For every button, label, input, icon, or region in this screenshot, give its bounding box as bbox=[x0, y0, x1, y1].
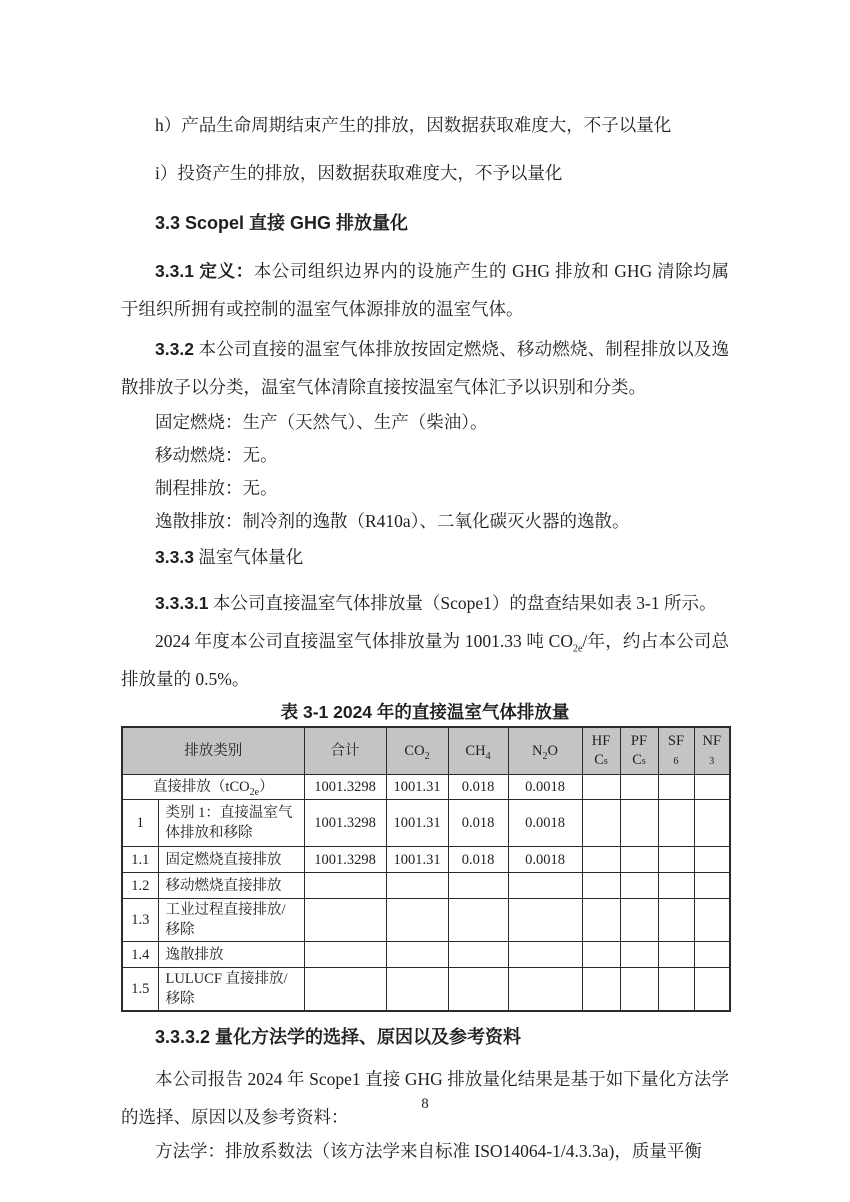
paragraph-2024-part1: 2024 年度本公司直接温室气体排放量为 1001.33 吨 CO bbox=[155, 631, 573, 651]
row-num: 1.2 bbox=[122, 873, 158, 899]
table-cell bbox=[620, 968, 658, 1012]
table-cell bbox=[582, 775, 620, 800]
table-cell bbox=[304, 942, 386, 968]
table-cell: 1001.3298 bbox=[304, 847, 386, 873]
row-label: 工业过程直接排放/移除 bbox=[158, 899, 304, 942]
table-cell bbox=[620, 847, 658, 873]
table-cell bbox=[658, 847, 694, 873]
row-label: LULUCF 直接排放/移除 bbox=[158, 968, 304, 1012]
n2o-label-n: N bbox=[532, 742, 543, 759]
paragraph-3-3-2-text: 本公司直接的温室气体排放按固定燃烧、移动燃烧、制程排放以及逸散排放子以分类，温室气体清除直接按温室气体汇予以识别和分类。 bbox=[121, 339, 729, 397]
paragraph-3-3-1-prefix: 3.3.1 定义： bbox=[155, 261, 254, 281]
paragraph-2024-total bbox=[121, 622, 729, 698]
table-cell bbox=[694, 873, 730, 899]
row-num: 1.5 bbox=[122, 968, 158, 1012]
ch4-subscript: 4 bbox=[485, 750, 491, 762]
pfcs-line2: C bbox=[632, 751, 642, 768]
col-header-pfcs bbox=[620, 727, 658, 775]
paragraph-3-3-3-1-prefix: 3.3.3.1 bbox=[155, 593, 209, 613]
table-cell: 0.0018 bbox=[508, 775, 582, 800]
section-heading-3-3-3 bbox=[121, 538, 729, 576]
table-cell bbox=[582, 942, 620, 968]
paragraph-3-3-3-1-text: 本公司直接温室气体排放量（Scope1）的盘查结果如表 3-1 所示。 bbox=[208, 593, 717, 613]
col-header-ch4 bbox=[448, 727, 508, 775]
n2o-label-o: O bbox=[547, 742, 558, 759]
paragraph-3-3-2 bbox=[121, 330, 729, 406]
line-stationary-combustion: 固定燃烧：生产（天然气）、生产（柴油）。 bbox=[155, 412, 488, 432]
table-header-row bbox=[122, 727, 730, 775]
table-row bbox=[122, 899, 730, 942]
row-label: 固定燃烧直接排放 bbox=[158, 847, 304, 873]
table-cell bbox=[386, 968, 448, 1012]
ch4-label: CH bbox=[465, 742, 486, 759]
table-cell bbox=[448, 899, 508, 942]
table-cell bbox=[620, 873, 658, 899]
table-row bbox=[122, 968, 730, 1012]
table-cell: 1001.31 bbox=[386, 800, 448, 847]
list-item-i: i）投资产生的排放，因数据获取难度大，不予以量化 bbox=[155, 163, 563, 183]
table-cell bbox=[304, 899, 386, 942]
table-row bbox=[122, 873, 730, 899]
table-row bbox=[122, 847, 730, 873]
paragraph-methodology-intro: 本公司报告 2024 年 Scope1 直接 GHG 排放量化结果是基于如下量化方法学的选择、原因以及参考资料： bbox=[121, 1069, 729, 1127]
col-header-sf6 bbox=[658, 727, 694, 775]
table-cell bbox=[582, 968, 620, 1012]
table-cell bbox=[304, 873, 386, 899]
table-cell bbox=[620, 775, 658, 800]
pfcs-subscript: s bbox=[641, 755, 646, 767]
table-cell: 1001.3298 bbox=[304, 800, 386, 847]
table-row-direct-total bbox=[122, 775, 730, 800]
table-cell: 0.018 bbox=[448, 800, 508, 847]
row-label: 类别 1：直接温室气体排放和移除 bbox=[158, 800, 304, 847]
section-heading-3-3-3-2: 3.3.3.2 量化方法学的选择、原因以及参考资料 bbox=[155, 1027, 522, 1047]
row-num: 1.3 bbox=[122, 899, 158, 942]
col-header-category: 排放类别 bbox=[122, 727, 304, 775]
table-cell bbox=[694, 899, 730, 942]
col-header-hfcs bbox=[582, 727, 620, 775]
pfcs-line1: PF bbox=[630, 732, 648, 749]
row-label: 逸散排放 bbox=[158, 942, 304, 968]
table-cell bbox=[448, 968, 508, 1012]
page-number: 8 bbox=[421, 1096, 429, 1112]
sf6-subscript: 6 bbox=[673, 755, 679, 767]
nf3-subscript: 3 bbox=[709, 755, 715, 767]
list-item-h: h）产品生命周期结束产生的排放，因数据获取难度大，不子以量化 bbox=[155, 115, 672, 135]
table-cell bbox=[304, 968, 386, 1012]
table-cell bbox=[694, 847, 730, 873]
direct-total-label-close: ） bbox=[259, 779, 274, 795]
table-row bbox=[122, 800, 730, 847]
table-cell: 1001.31 bbox=[386, 775, 448, 800]
hfcs-line2: C bbox=[594, 751, 604, 768]
hfcs-line1: HF bbox=[591, 732, 611, 749]
table-cell bbox=[582, 873, 620, 899]
table-cell bbox=[620, 800, 658, 847]
section-heading-3-3-3-num: 3.3.3 bbox=[155, 547, 194, 567]
col-header-n2o bbox=[508, 727, 582, 775]
table-cell: 0.018 bbox=[448, 775, 508, 800]
direct-total-subscript: 2e bbox=[249, 786, 260, 798]
table-cell bbox=[658, 800, 694, 847]
col-header-total: 合计 bbox=[304, 727, 386, 775]
paragraph-3-3-2-prefix: 3.3.2 bbox=[155, 339, 194, 359]
direct-emissions-table bbox=[121, 726, 731, 1012]
table-cell: 0.0018 bbox=[508, 847, 582, 873]
table-cell: 0.018 bbox=[448, 847, 508, 873]
table-cell bbox=[658, 899, 694, 942]
table-cell bbox=[620, 942, 658, 968]
table-cell: 0.0018 bbox=[508, 800, 582, 847]
co2-subscript: 2 bbox=[424, 750, 430, 762]
line-mobile-combustion: 移动燃烧：无。 bbox=[155, 445, 278, 465]
paragraph-2024-part2: /年，约占本公司总排放量的 0.5%。 bbox=[121, 631, 729, 689]
line-process-emission: 制程排放：无。 bbox=[155, 478, 278, 498]
row-num: 1 bbox=[122, 800, 158, 847]
table-cell: 1001.3298 bbox=[304, 775, 386, 800]
line-fugitive-emission: 逸散排放：制冷剂的逸散（R410a）、二氧化碳灭火器的逸散。 bbox=[155, 511, 630, 531]
co2-label: CO bbox=[404, 742, 425, 759]
table-cell bbox=[508, 899, 582, 942]
col-header-nf3 bbox=[694, 727, 730, 775]
page-content bbox=[121, 0, 729, 1168]
table-cell bbox=[658, 942, 694, 968]
table-caption: 表 3-1 2024 年的直接温室气体排放量 bbox=[280, 702, 570, 722]
n2o-subscript: 2 bbox=[542, 750, 548, 762]
table-cell bbox=[508, 968, 582, 1012]
table-cell bbox=[448, 873, 508, 899]
table-cell bbox=[694, 942, 730, 968]
row-label-direct-total bbox=[122, 775, 304, 800]
sf6-line1: SF bbox=[667, 732, 685, 749]
table-cell bbox=[508, 873, 582, 899]
hfcs-subscript: s bbox=[603, 755, 608, 767]
table-cell bbox=[448, 942, 508, 968]
paragraph-methodology: 方法学：排放系数法（该方法学来自标准 ISO14064-1/4.3.3a)，质量平衡 bbox=[155, 1141, 702, 1161]
table-cell: 1001.31 bbox=[386, 847, 448, 873]
row-label: 移动燃烧直接排放 bbox=[158, 873, 304, 899]
table-cell bbox=[582, 899, 620, 942]
table-cell bbox=[620, 899, 658, 942]
table-cell bbox=[658, 968, 694, 1012]
table-cell bbox=[694, 968, 730, 1012]
row-num: 1.4 bbox=[122, 942, 158, 968]
table-cell bbox=[386, 899, 448, 942]
table-cell bbox=[386, 942, 448, 968]
table-cell bbox=[582, 800, 620, 847]
table-cell bbox=[694, 775, 730, 800]
direct-total-label: 直接排放（tCO bbox=[152, 779, 250, 795]
section-heading-3-3: 3.3 Scopel 直接 GHG 排放量化 bbox=[155, 213, 409, 233]
table-row bbox=[122, 942, 730, 968]
nf3-line1: NF bbox=[702, 732, 722, 749]
paragraph-3-3-1-text: 本公司组织边界内的设施产生的 GHG 排放和 GHG 清除均属于组织所拥有或控制的温室气体源排放的温室气体。 bbox=[121, 261, 729, 319]
co2e-subscript: 2e bbox=[572, 643, 583, 655]
table-cell bbox=[658, 873, 694, 899]
paragraph-3-3-3-1 bbox=[121, 584, 729, 622]
table-cell bbox=[386, 873, 448, 899]
section-heading-3-3-3-text: 温室气体量化 bbox=[193, 547, 304, 567]
row-num: 1.1 bbox=[122, 847, 158, 873]
col-header-co2 bbox=[386, 727, 448, 775]
table-cell bbox=[658, 775, 694, 800]
table-cell bbox=[582, 847, 620, 873]
table-cell bbox=[508, 942, 582, 968]
table-cell bbox=[694, 800, 730, 847]
paragraph-3-3-1 bbox=[121, 252, 729, 328]
